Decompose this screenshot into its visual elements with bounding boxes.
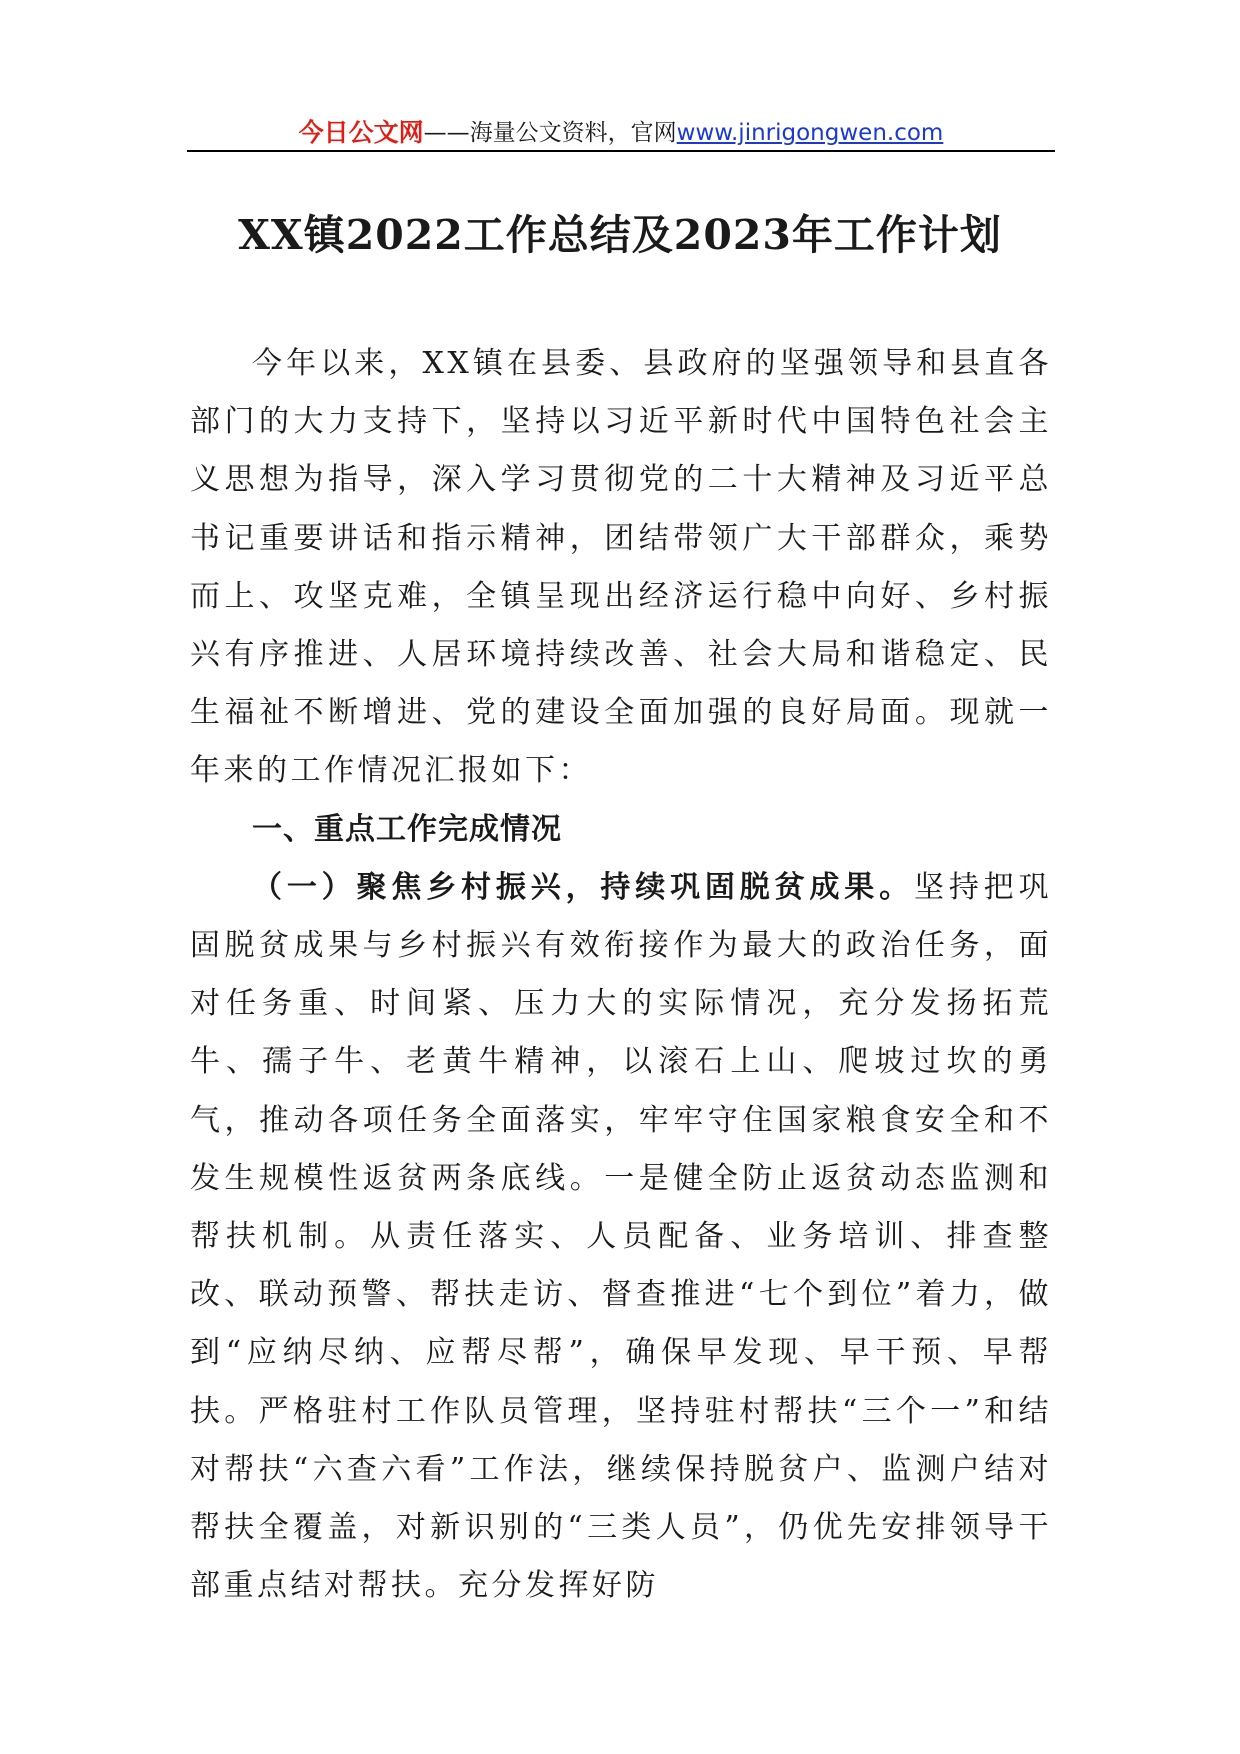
website-link[interactable]: www.jinrigongwen.com (676, 120, 944, 146)
section-heading: 一、重点工作完成情况 (252, 811, 562, 847)
brand-name: 今日公文网 (298, 118, 424, 147)
subsection-text: 坚持把巩固脱贫成果与乡村振兴有效衔接作为最大的政治任务，面对任务重、时间紧、压力大的实际情况，充分发扬拓荒牛、孺子牛、老黄牛精神，以滚石上山、爬坡过坎的勇气，推动各项任务全面落实，牢牢守住国家粮食安全和不发生规模性返贫两条底线。一是健全防止返贫动态监测和帮扶机制。从责任落实、人员配备、业务培训、排查整改、联动预警、帮扶走访、督查推进“七个到位”着力，做到“应纳尽纳、应帮尽帮”，确保早发现、早干预、早帮扶。严格驻村工作队员管理，坚持驻村帮扶“三个一”和结对帮扶“六查六看”工作法，继续保持脱贫户、监测户结对帮扶全覆盖，对新识别的“三类人员”，仍优先安排领导干部重点结对帮扶。充分发挥好防 (190, 869, 1053, 1604)
subsection-paragraph (190, 859, 1052, 1616)
document-title: XX镇2022工作总结及2023年工作计划 (238, 211, 1002, 259)
intro-paragraph: 今年以来，XX镇在县委、县政府的坚强领导和县直各部门的大力支持下，坚持以习近平新时代中国特色社会主义思想为指导，深入学习贯彻党的二十大精神及习近平总书记重要讲话和指示精神，团结带领广大干部群众，乘势而上、攻坚克难，全镇呈现出经济运行稳中向好、乡村振兴有序推进、人居环境持续改善、社会大局和谐稳定、民生福祉不断增进、党的建设全面加强的良好局面。现就一年来的工作情况汇报如下： (190, 346, 1052, 789)
document-body (190, 335, 1052, 1615)
header-tagline: ——海量公文资料，官网 (423, 120, 677, 146)
subsection-heading: （一）聚焦乡村振兴，持续巩固脱贫成果。 (252, 869, 914, 905)
page-header (187, 104, 1055, 152)
